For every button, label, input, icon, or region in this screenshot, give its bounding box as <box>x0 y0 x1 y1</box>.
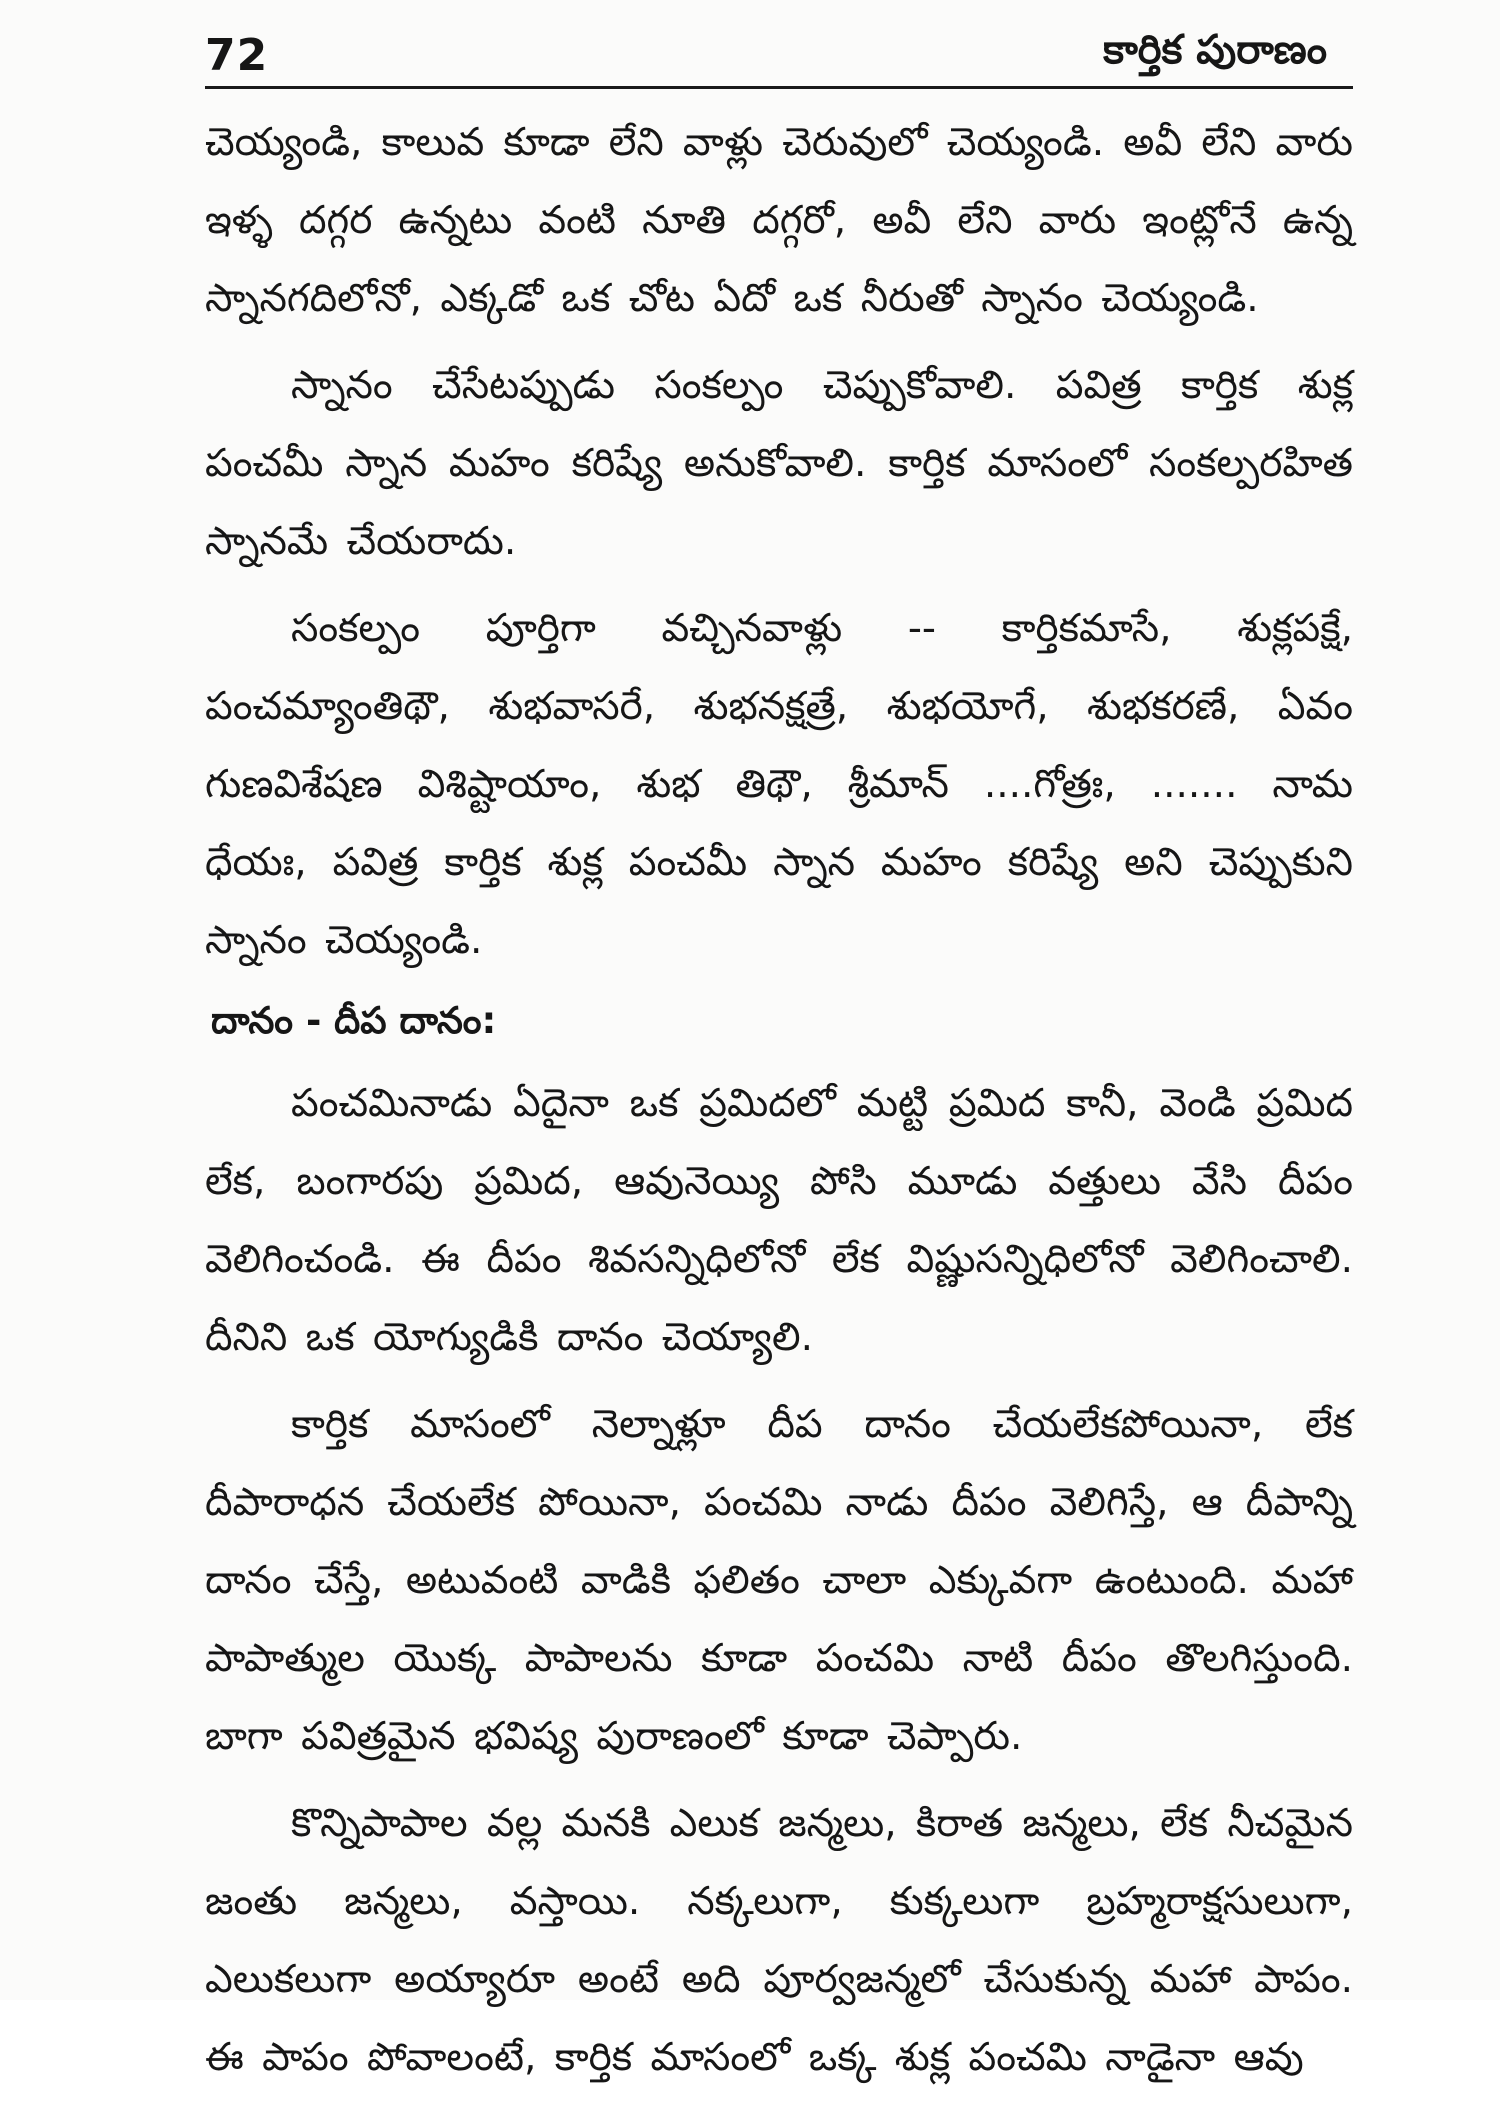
section-heading: దానం - దీప దానం: <box>211 999 497 1042</box>
paragraph: చెయ్యండి, కాలువ కూడా లేని వాళ్లు చెరువులో చెయ్యండి. అవీ లేని వారు ఇళ్ళ దగ్గర ఉన్నటు వంటి నూతి దగ్గరో, అవీ లేని వారు ఇంట్లోనే ఉన్న స్నానగదిలోనో, ఎక్కడో ఒక చోట ఏదో ఒక నీరుతో స్నానం చెయ్యండి. <box>205 120 1354 321</box>
paragraph: కార్తిక మాసంలో నెల్నాళ్లూ దీప దానం చేయలేకపోయినా, లేక దీపారాధన చేయలేక పోయినా, పంచమి నాడు దీపం వెలిగిస్తే, ఆ దీపాన్ని దానం చేస్తే, అటువంటి వాడికి ఫలితం చాలా ఎక్కువగా ఉంటుంది. మహా పాపాత్ముల యొక్క పాపాలను కూడా పంచమి నాటి దీపం తొలగిస్తుంది. బాగా పవిత్రమైన భవిష్య పురాణంలో కూడా చెప్పారు. <box>205 1402 1353 1759</box>
paragraph: పంచమినాడు ఏదైనా ఒక ప్రమిదలో మట్టి ప్రమిద కానీ, వెండి ప్రమిద లేక, బంగారపు ప్రమిద, ఆవునెయ్యి పోసి మూడు వత్తులు వేసి దీపం వెలిగించండి. ఈ దీపం శివసన్నిధిలోనో లేక విష్ణుసన్నిధిలోనో వెలిగించాలి. దీనిని ఒక యోగ్యుడికి దానం చెయ్యాలి. <box>205 1081 1353 1360</box>
page-body <box>205 104 1353 2106</box>
page-header <box>205 22 1353 90</box>
paragraph: కొన్నిపాపాల వల్ల మనకి ఎలుక జన్మలు, కిరాత జన్మలు, లేక నీచమైన జంతు జన్మలు, వస్తాయి. నక్కలుగా, కుక్కలుగా బ్రహ్మరాక్షసులుగా, ఎలుకలుగా అయ్యారూ అంటే అది పూర్వజన్మలో చేసుకున్న మహా పాపం. ఈ పాపం పోవాలంటే, కార్తిక మాసంలో ఒక్క శుక్ల పంచమి నాడైనా ఆవు <box>205 1801 1353 2080</box>
paragraph: సంకల్పం పూర్తిగా వచ్చినవాళ్లు -- కార్తికమాసే, శుక్లపక్షే, పంచమ్యాంతిథౌ, శుభవాసరే, శుభనక్షత్రే, శుభయోగే, శుభకరణే, ఏవం గుణవిశేషణ విశిష్టాయాం, శుభ తిథౌ, శ్రీమాన్ ....గోత్రః, ....... నామ ధేయః, పవిత్ర కార్తిక శుక్ల పంచమీ స్నాన మహం కరిష్యే అని చెప్పుకుని స్నానం చెయ్యండి. <box>205 606 1353 963</box>
running-title: కార్తిక పురాణం <box>1103 27 1327 73</box>
header-rule <box>205 86 1353 89</box>
paragraph: స్నానం చేసేటప్పుడు సంకల్పం చెప్పుకోవాలి. పవిత్ర కార్తిక శుక్ల పంచమీ స్నాన మహం కరిష్యే అనుకోవాలి. కార్తిక మాసంలో సంకల్పరహిత స్నానమే చేయరాదు. <box>205 363 1353 564</box>
page-number: 72 <box>205 30 269 81</box>
